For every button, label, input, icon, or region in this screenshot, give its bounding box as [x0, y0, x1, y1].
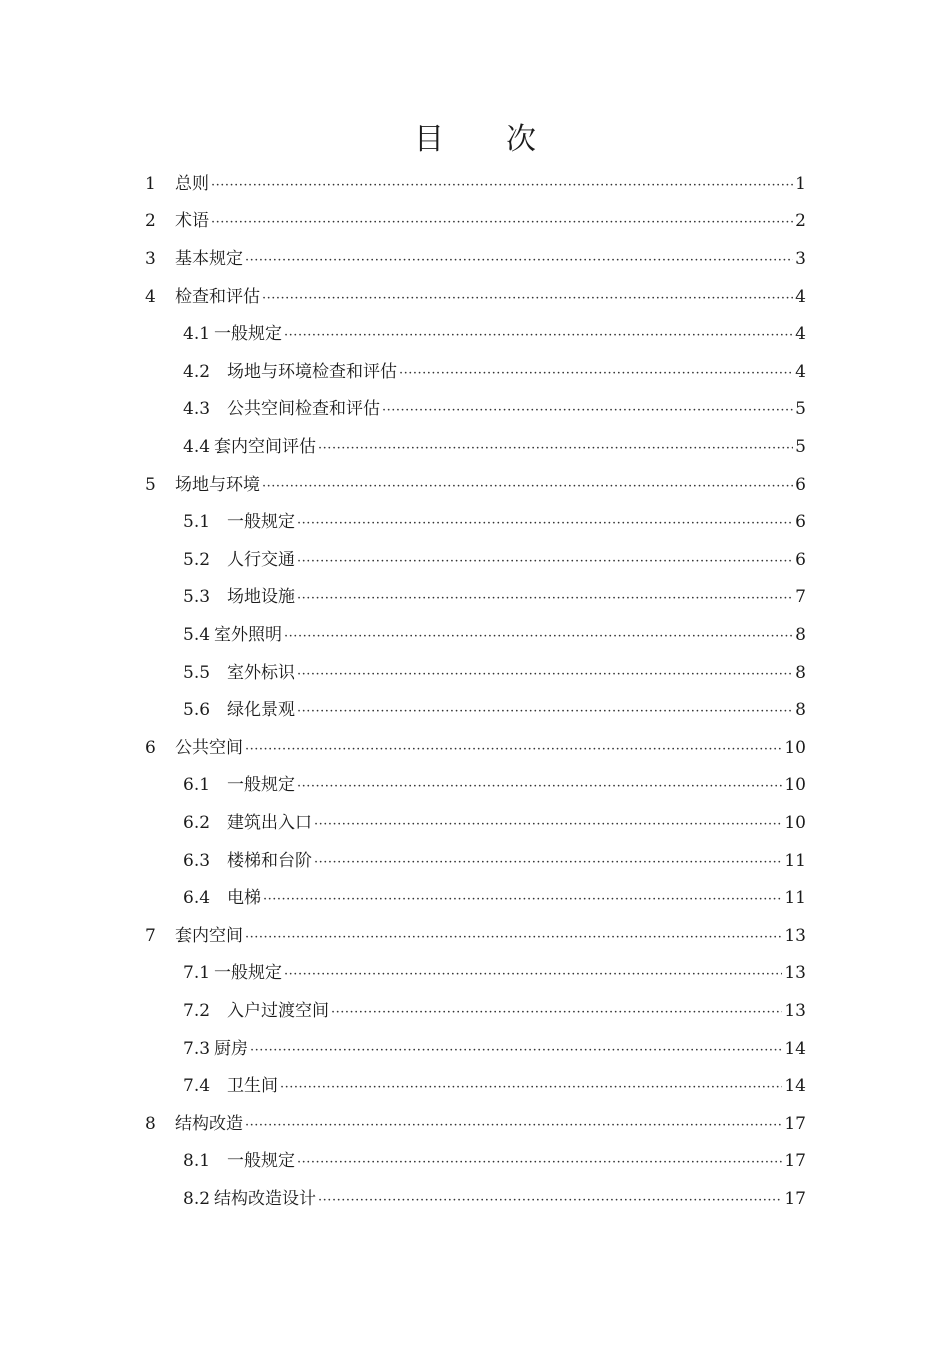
toc-dot-leader — [245, 926, 782, 946]
toc-entry[interactable] — [0, 842, 806, 880]
toc-entry-number: 4.2 — [183, 361, 211, 382]
toc-entry-page: 13 — [784, 1000, 806, 1021]
toc-entry-title: 结构改造设计 — [214, 1188, 317, 1209]
toc-entry[interactable] — [0, 992, 806, 1030]
toc-entry-title: 建筑出入口 — [227, 812, 312, 833]
toc-entry-page: 4 — [795, 361, 806, 382]
toc-entry-title: 基本规定 — [175, 248, 243, 269]
toc-entry-page: 10 — [784, 737, 806, 758]
toc-entry[interactable] — [0, 391, 806, 429]
toc-entry[interactable] — [0, 203, 806, 241]
toc-dot-leader — [297, 663, 793, 683]
toc-entry-page: 1 — [795, 173, 806, 194]
toc-dot-leader — [263, 888, 782, 908]
toc-entry-page: 14 — [784, 1038, 806, 1059]
toc-dot-leader — [284, 324, 793, 344]
toc-entry-page: 13 — [784, 925, 806, 946]
toc-entry[interactable] — [0, 315, 806, 353]
toc-entry-number: 6.2 — [183, 812, 211, 833]
toc-entry[interactable] — [0, 804, 806, 842]
toc-entry-title: 术语 — [175, 211, 209, 232]
toc-entry-page: 17 — [784, 1188, 806, 1209]
toc-entry-number: 6.3 — [183, 850, 211, 871]
toc-entry-page: 8 — [795, 624, 806, 645]
toc-entry-title: 公共空间检查和评估 — [227, 399, 380, 420]
toc-entry-number: 8 — [145, 1113, 156, 1134]
toc-entry-title: 公共空间 — [175, 737, 243, 758]
title-char-2: 次 — [506, 122, 536, 157]
toc-entry-page: 3 — [795, 248, 806, 269]
toc-dot-leader — [399, 362, 793, 382]
toc-dot-leader — [297, 775, 782, 795]
toc-entry[interactable] — [0, 729, 806, 767]
toc-entry[interactable] — [0, 879, 806, 917]
page-title — [0, 118, 950, 162]
toc-entry-number: 6.4 — [183, 888, 211, 909]
toc-dot-leader — [297, 700, 793, 720]
toc-dot-leader — [211, 174, 793, 194]
toc-dot-leader — [280, 1076, 782, 1096]
toc-entry-title: 一般规定 — [214, 324, 283, 345]
toc-entry[interactable] — [0, 240, 806, 278]
toc-entry-page: 6 — [795, 512, 806, 533]
toc-entry-page: 4 — [795, 324, 806, 345]
toc-entry[interactable] — [0, 579, 806, 617]
toc-dot-leader — [297, 1151, 782, 1171]
toc-entry[interactable] — [0, 767, 806, 805]
toc-dot-leader — [245, 738, 782, 758]
toc-entry-title: 电梯 — [227, 888, 261, 909]
toc-dot-leader — [318, 1189, 782, 1209]
toc-dot-leader — [284, 963, 782, 983]
toc-entry-page: 2 — [795, 211, 806, 232]
toc-entry-page: 8 — [795, 700, 806, 721]
toc-entry-page: 17 — [784, 1151, 806, 1172]
toc-dot-leader — [331, 1001, 782, 1021]
toc-entry[interactable] — [0, 165, 806, 203]
toc-entry-title: 一般规定 — [227, 775, 295, 796]
toc-dot-leader — [314, 813, 782, 833]
toc-entry-title: 卫生间 — [227, 1076, 278, 1097]
toc-entry-page: 10 — [784, 812, 806, 833]
toc-entry-title: 场地设施 — [227, 587, 295, 608]
toc-entry[interactable] — [0, 654, 806, 692]
toc-entry[interactable] — [0, 691, 806, 729]
toc-entry-title: 场地与环境检查和评估 — [227, 361, 397, 382]
toc-dot-leader — [382, 399, 793, 419]
toc-entry-number: 6 — [145, 737, 156, 758]
toc-entry-number: 7.1 — [183, 963, 211, 984]
toc-entry-number: 5.5 — [183, 662, 211, 683]
toc-entry-title: 检查和评估 — [175, 286, 260, 307]
toc-entry-number: 7.4 — [183, 1076, 211, 1097]
toc-entry-page: 11 — [784, 888, 806, 909]
toc-entry-number: 4 — [145, 286, 156, 307]
toc-entry-title: 人行交通 — [227, 549, 295, 570]
toc-entry[interactable] — [0, 955, 806, 993]
toc-entry-number: 2 — [145, 211, 156, 232]
toc-entry-number: 5.2 — [183, 549, 211, 570]
toc-entry-number: 3 — [145, 248, 156, 269]
toc-entry[interactable] — [0, 466, 806, 504]
toc-dot-leader — [262, 475, 793, 495]
toc-entry-number: 8.2 — [183, 1188, 211, 1209]
toc-dot-leader — [318, 437, 793, 457]
toc-entry-page: 11 — [784, 850, 806, 871]
toc-entry-number: 5.1 — [183, 512, 211, 533]
toc-entry-number: 5 — [145, 474, 156, 495]
toc-entry-page: 10 — [784, 775, 806, 796]
toc-dot-leader — [250, 1039, 782, 1059]
toc-entry-page: 14 — [784, 1076, 806, 1097]
toc-entry-title: 场地与环境 — [175, 474, 260, 495]
toc-entry[interactable] — [0, 1180, 806, 1218]
toc-entry-title: 总则 — [175, 173, 209, 194]
toc-entry-page: 5 — [795, 399, 806, 420]
toc-entry-title: 绿化景观 — [227, 700, 295, 721]
toc-entry-number: 4.4 — [183, 436, 211, 457]
toc-entry-number: 4.3 — [183, 399, 211, 420]
toc-entry[interactable] — [0, 541, 806, 579]
toc-entry-title: 室外标识 — [227, 662, 295, 683]
toc-entry-number: 4.1 — [183, 324, 211, 345]
toc-entry-page: 8 — [795, 662, 806, 683]
toc-entry[interactable] — [0, 1030, 806, 1068]
toc-entry[interactable] — [0, 1067, 806, 1105]
toc-dot-leader — [245, 249, 793, 269]
toc-entry-page: 17 — [784, 1113, 806, 1134]
toc-entry-number: 7.3 — [183, 1038, 211, 1059]
toc-entry[interactable] — [0, 428, 806, 466]
toc-entry-page: 6 — [795, 549, 806, 570]
toc-entry-title: 入户过渡空间 — [227, 1000, 329, 1021]
toc-entry[interactable] — [0, 503, 806, 541]
toc-entry-number: 5.6 — [183, 700, 211, 721]
toc-dot-leader — [297, 550, 793, 570]
toc-entry-page: 7 — [795, 587, 806, 608]
toc-entry-number: 8.1 — [183, 1151, 211, 1172]
toc-dot-leader — [211, 211, 793, 231]
toc-entry-page: 6 — [795, 474, 806, 495]
toc-entry-number: 6.1 — [183, 775, 211, 796]
toc-entry[interactable] — [0, 616, 806, 654]
title-char-1: 目 — [414, 122, 444, 157]
toc-dot-leader — [314, 851, 782, 871]
toc-entry-page: 5 — [795, 436, 806, 457]
toc-dot-leader — [245, 1114, 782, 1134]
toc-entry-page: 4 — [795, 286, 806, 307]
toc-entry-page: 13 — [784, 963, 806, 984]
toc-entry-title: 厨房 — [214, 1038, 249, 1059]
toc-entry-title: 套内空间 — [175, 925, 243, 946]
toc-entry-title: 一般规定 — [227, 512, 295, 533]
toc-entry[interactable] — [0, 353, 806, 391]
toc-entry-number: 7 — [145, 925, 156, 946]
toc-entry-number: 1 — [145, 173, 156, 194]
toc-entry[interactable] — [0, 278, 806, 316]
toc-entry-number: 5.4 — [183, 624, 211, 645]
toc-entry[interactable] — [0, 1105, 806, 1143]
toc-entry[interactable] — [0, 917, 806, 955]
toc-dot-leader — [284, 625, 793, 645]
toc-dot-leader — [297, 587, 793, 607]
toc-dot-leader — [297, 512, 793, 532]
toc-entry-title: 套内空间评估 — [214, 436, 317, 457]
toc-entry-title: 楼梯和台阶 — [227, 850, 312, 871]
toc-entry-number: 7.2 — [183, 1000, 211, 1021]
toc-entry-title: 室外照明 — [214, 624, 283, 645]
toc-dot-leader — [262, 287, 793, 307]
toc-entry[interactable] — [0, 1143, 806, 1181]
toc-entry-number: 5.3 — [183, 587, 211, 608]
toc-entry-title: 一般规定 — [227, 1151, 295, 1172]
toc-entry-title: 一般规定 — [214, 963, 283, 984]
toc-entry-title: 结构改造 — [175, 1113, 243, 1134]
